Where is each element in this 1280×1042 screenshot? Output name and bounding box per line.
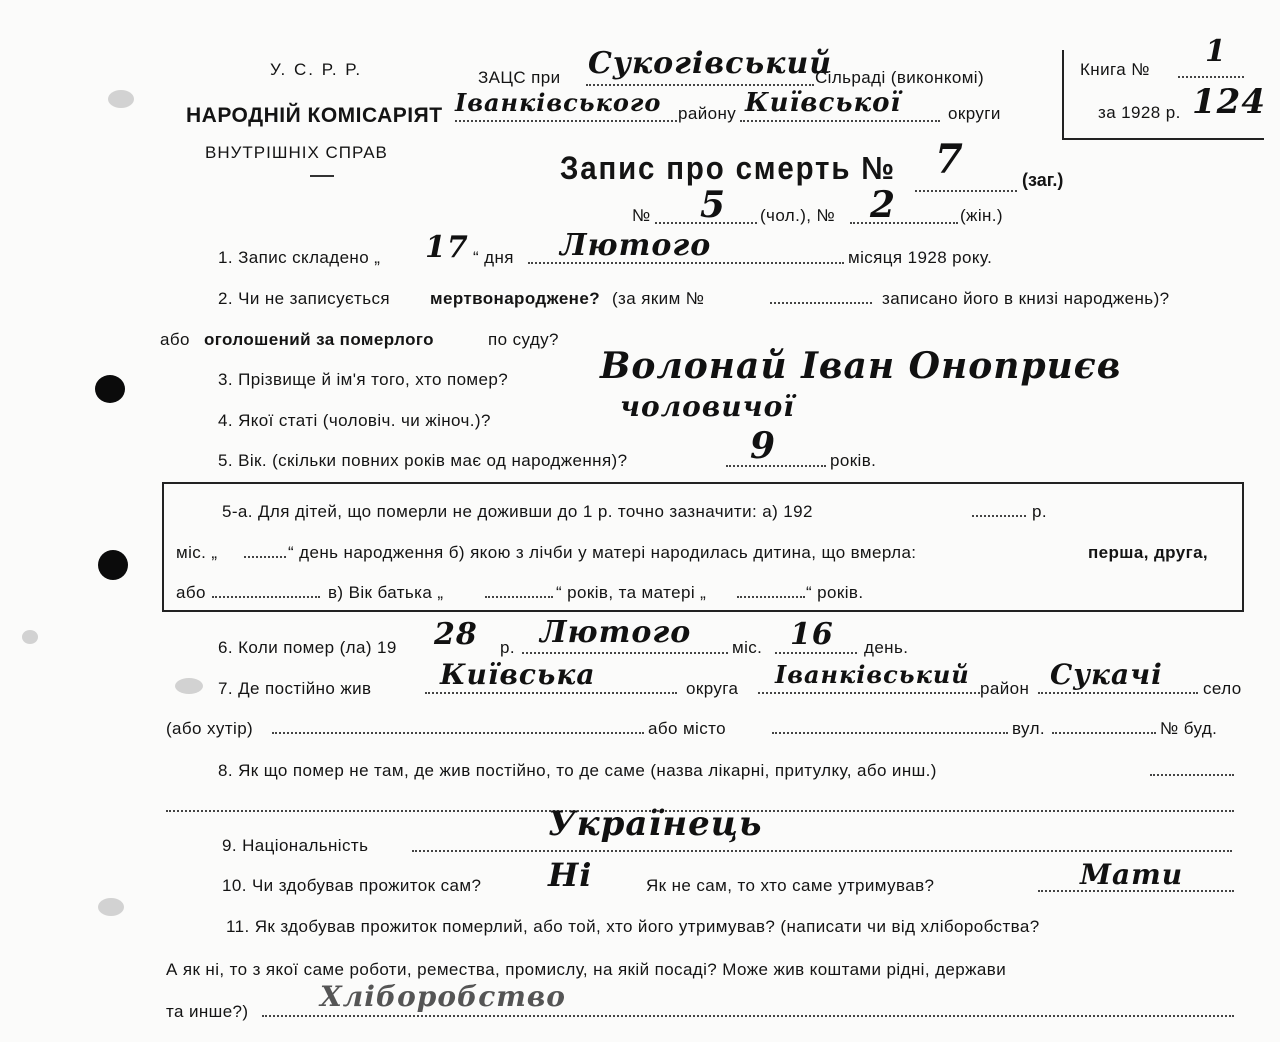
book-line: [1178, 76, 1244, 78]
f5a-year-line: [972, 515, 1026, 517]
f5a-line3-b: в) Вік батька „: [328, 583, 444, 602]
okruga-handwritten: Київської: [745, 88, 902, 118]
f7-city-line: [772, 732, 1008, 734]
f9-handwritten: Українець: [548, 804, 763, 844]
f1-month-line: [528, 262, 844, 264]
okruga-label: округи: [948, 104, 1001, 123]
f5-handwritten: 9: [750, 425, 777, 467]
f3-handwritten: Волонай Іван Оноприєв: [600, 345, 1122, 387]
f6-label-d: день.: [864, 638, 909, 657]
f7-raion-handwritten: Іванківський: [775, 660, 970, 689]
f6-month-line: [522, 652, 728, 654]
f7-label-g: вул.: [1012, 719, 1046, 738]
f2-label-c: записано його в книзі народжень)?: [882, 289, 1170, 308]
f8-line-end: [1150, 774, 1234, 776]
women-label: (жін.): [960, 206, 1003, 225]
men-no-label: №: [632, 206, 651, 225]
f2-bold2: оголошений за померлого: [204, 330, 434, 349]
men-handwritten: 5: [700, 184, 727, 226]
f7-label-h: № буд.: [1160, 719, 1218, 738]
f5a-line3-a: або: [176, 583, 206, 602]
f7-label-e: (або хутір): [166, 719, 254, 738]
smudge-mark: [108, 90, 134, 108]
book-handwritten: 1: [1205, 34, 1227, 69]
book-label: Книга №: [1080, 60, 1150, 79]
f7-label-d: село: [1203, 679, 1242, 698]
f6-label: 6. Коли помер (ла) 19: [218, 638, 397, 657]
f5-line: [726, 465, 826, 467]
f9-label: 9. Національність: [222, 836, 369, 855]
district-label: району: [678, 104, 737, 123]
f7-okruga-handwritten: Київська: [440, 658, 596, 691]
f1-month-handwritten: Лютого: [560, 228, 712, 263]
f5a-line1: 5-а. Для дітей, що померли не доживши до 1 р. точно зазначити: а) 192: [222, 502, 813, 521]
f2-label: 2. Чи не записується: [218, 289, 390, 308]
f10-handwritten: Ні: [548, 856, 593, 894]
f2-label-e: по суду?: [488, 330, 559, 349]
men-label: (чол.), №: [760, 206, 836, 225]
f5-label-b: років.: [830, 451, 877, 470]
f1-label-c: місяця 1928 року.: [848, 248, 993, 267]
f5-label: 5. Вік. (скільки повних років має од народження)?: [218, 451, 628, 470]
f5a-line2-a: міс. „: [176, 543, 218, 562]
zag-label: (заг.): [1022, 170, 1064, 190]
f10-handwritten-2: Мати: [1080, 858, 1184, 891]
okruga-line: [740, 120, 940, 122]
f1-label: 1. Запис складено „: [218, 248, 381, 267]
f7-selo-handwritten: Сукачі: [1050, 658, 1163, 691]
f2-bold: мертвонароджене?: [430, 289, 600, 308]
f7-label-c: район: [980, 679, 1030, 698]
smudge-mark: [22, 630, 38, 644]
f10-label: 10. Чи здобував прожиток сам?: [222, 876, 482, 895]
ministry-title: НАРОДНІЙ КОМІСАРІЯТ: [186, 104, 443, 127]
f5a-line1-b: р.: [1032, 502, 1047, 521]
f7-khutir-line: [272, 732, 644, 734]
f5a-father-line: [485, 596, 553, 598]
zags-label: ЗАЦС при: [478, 68, 561, 87]
f6-label-c: міс.: [732, 638, 763, 657]
f5a-line2-b: “ день народження б) якою з лічби у матері народилась дитина, що вмерла:: [288, 543, 917, 562]
f7-selo-line: [1038, 692, 1198, 694]
f7-street-line: [1052, 732, 1156, 734]
punch-hole-top: [95, 375, 125, 403]
district-handwritten: Іванківського: [455, 88, 662, 117]
f6-day-handwritten: 16: [790, 617, 834, 652]
f11-label: 11. Як здобував прожиток померлий, або той, хто його утримував? (написати чи від хліборобства?: [226, 917, 1040, 936]
zags-handwritten: Сукогівський: [588, 46, 833, 81]
year-handwritten: 124: [1192, 82, 1266, 122]
divider-dash: [310, 175, 334, 177]
f6-year-handwritten: 28: [434, 617, 478, 652]
f7-label: 7. Де постійно жив: [218, 679, 372, 698]
f10-line: [1038, 890, 1234, 892]
f4-label: 4. Якої статі (чоловіч. чи жіноч.)?: [218, 411, 491, 430]
f5a-line3-d: “ років.: [806, 583, 864, 602]
f2-label-d: або: [160, 330, 190, 349]
f8-label: 8. Як що помер не там, де жив постійно, то де саме (назва лікарні, притулку, або инш.): [218, 761, 937, 780]
year-label: за 1928 р.: [1098, 103, 1181, 122]
f6-month-handwritten: Лютого: [540, 615, 692, 650]
punch-hole-bottom: [98, 550, 128, 580]
smudge-mark: [98, 898, 124, 916]
f6-day-line: [775, 652, 857, 654]
f5a-or-line: [212, 596, 320, 598]
women-line: [850, 222, 958, 224]
women-handwritten: 2: [870, 184, 897, 226]
f4-handwritten: чоловичої: [620, 390, 795, 423]
ussr-label: У. С. Р. Р.: [270, 60, 363, 79]
f5a-month-line: [244, 556, 286, 558]
men-line: [655, 222, 757, 224]
f1-day-handwritten: 17: [425, 230, 469, 265]
council-label: Сільраді (виконкомі): [815, 68, 985, 87]
f7-label-f: або місто: [648, 719, 726, 738]
ministry-subtitle: ВНУТРІШНІХ СПРАВ: [205, 143, 388, 162]
f11-label-c: та инше?): [166, 1002, 249, 1021]
f11-handwritten: Хліборобство: [320, 980, 566, 1013]
record-number-handwritten: 7: [935, 136, 964, 183]
zags-line: [586, 84, 814, 86]
smudge-mark: [175, 678, 203, 694]
f1-label-b: “ дня: [473, 248, 514, 267]
f7-label-b: округа: [686, 679, 739, 698]
f11-line: [262, 1015, 1234, 1017]
record-number-line: [915, 190, 1017, 192]
f11-label-b: А як ні, то з якої саме роботи, ремества, промислу, на якій посаді? Може жив коштами рідні, держави: [166, 960, 1007, 979]
f6-label-b: р.: [500, 638, 515, 657]
f2-line: [770, 302, 872, 304]
district-line: [455, 120, 677, 122]
f3-label: 3. Прізвище й ім'я того, хто помер?: [218, 370, 509, 389]
f10-label-b: Як не сам, то хто саме утримував?: [646, 876, 935, 895]
f5a-line2-bold: перша, друга,: [1088, 543, 1209, 562]
f9-line: [412, 850, 1232, 852]
f2-label-b: (за яким №: [612, 289, 705, 308]
f7-raion-line: [758, 692, 980, 694]
f7-okruga-line: [425, 692, 677, 694]
f5a-mother-line: [737, 596, 805, 598]
record-title: Запис про смерть №: [560, 150, 896, 186]
f5a-line3-c: “ років, та матері „: [556, 583, 707, 602]
